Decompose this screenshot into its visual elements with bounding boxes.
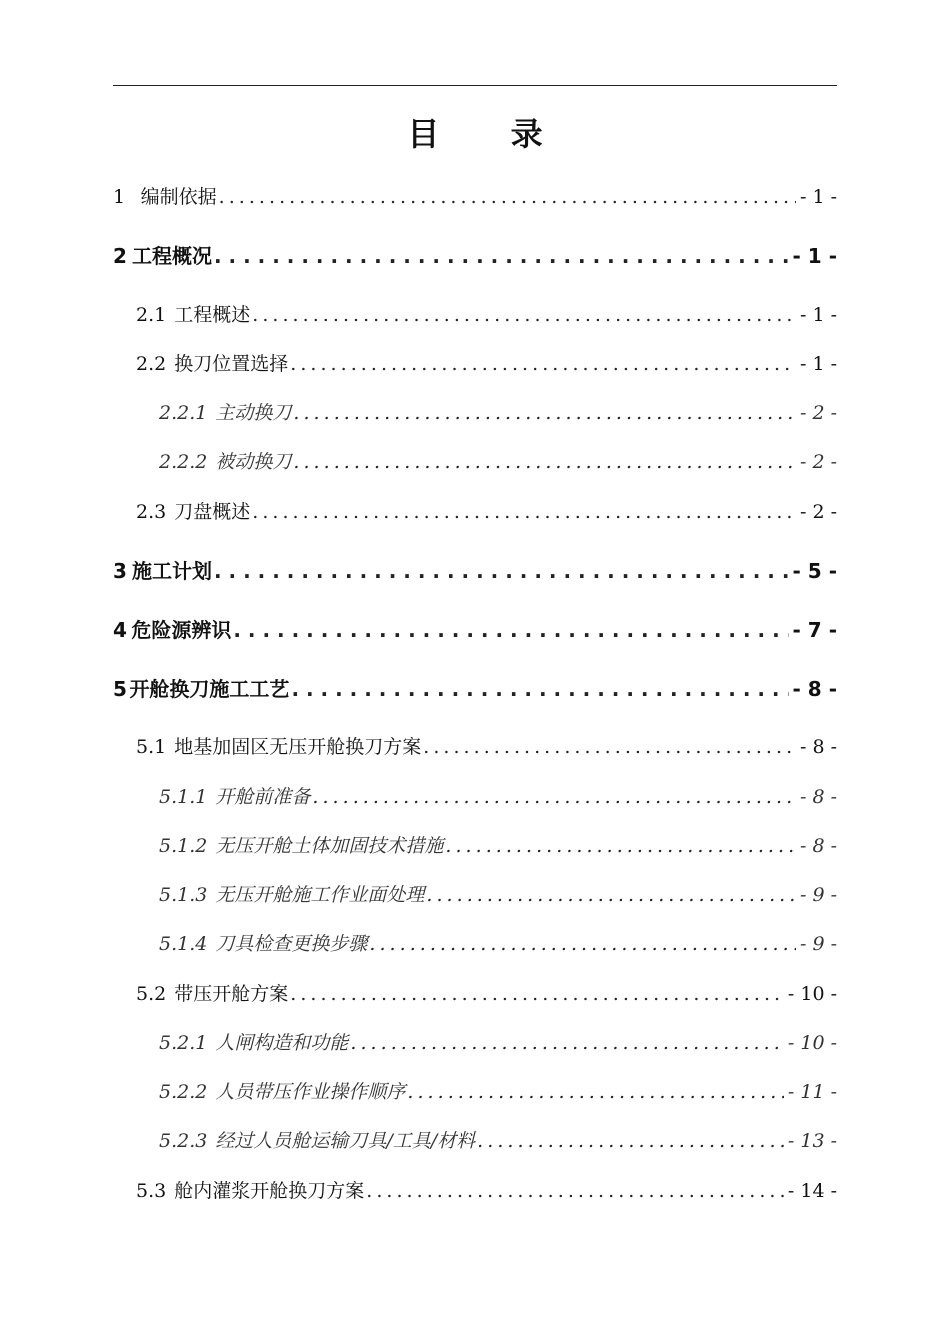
toc-entry-title[interactable]: 刀盘概述 — [174, 501, 251, 523]
toc-entry[interactable] — [113, 557, 837, 585]
toc-entry-title[interactable]: 地基加固区无压开舱换刀方案 — [174, 736, 422, 758]
toc-entry-title[interactable]: 开舱前准备 — [215, 786, 311, 808]
toc-dot-leader — [291, 675, 788, 703]
toc-dot-leader — [426, 881, 796, 909]
toc-entry-number: 5.1.1 — [159, 786, 208, 808]
toc-entry[interactable] — [159, 930, 837, 958]
toc-entry-number: 2.2 — [136, 353, 167, 375]
toc-entry-page-number: - 10 - — [787, 983, 837, 1005]
toc-entry[interactable] — [136, 733, 837, 761]
toc-entry-title[interactable]: 无压开舱土体加固技术措施 — [215, 835, 444, 857]
toc-dot-leader — [423, 733, 796, 761]
toc-entry-number: 5.1.2 — [159, 835, 208, 857]
toc-entry[interactable] — [159, 448, 837, 476]
toc-dot-leader — [290, 350, 796, 378]
toc-entry-number: 3 — [113, 559, 127, 583]
toc-entry-page-number: - 10 - — [787, 1032, 837, 1054]
toc-entry-number: 2.3 — [136, 501, 167, 523]
toc-entry-page-number: - 2 - — [799, 402, 837, 424]
toc-entry-page-number: - 7 - — [792, 618, 837, 642]
toc-entry-number: 5.3 — [136, 1180, 167, 1202]
toc-entry-page-number: - 13 - — [787, 1130, 837, 1152]
toc-dot-leader — [214, 557, 789, 585]
toc-entry-page-number: - 8 - — [792, 677, 837, 701]
toc-entry[interactable] — [159, 783, 837, 811]
toc-dot-leader — [252, 301, 796, 329]
toc-entry[interactable] — [159, 399, 837, 427]
toc-dot-leader — [369, 930, 796, 958]
toc-entry-page-number: - 2 - — [799, 501, 837, 523]
toc-entry-title[interactable]: 人闸构造和功能 — [215, 1032, 349, 1054]
toc-entry-title[interactable]: 带压开舱方案 — [174, 983, 289, 1005]
toc-dot-leader — [219, 183, 796, 211]
toc-entry-page-number: - 9 - — [799, 884, 837, 906]
toc-entry-page-number: - 9 - — [799, 933, 837, 955]
toc-dot-leader — [312, 783, 796, 811]
toc-dot-leader — [407, 1078, 784, 1106]
toc-entry-title[interactable]: 主动换刀 — [215, 402, 292, 424]
toc-entry-title[interactable]: 编制依据 — [140, 186, 217, 208]
toc-entry-number: 5.2 — [136, 983, 167, 1005]
toc-entry-page-number: - 1 - — [792, 244, 837, 268]
toc-entry-number: 2.1 — [136, 304, 167, 326]
toc-dot-leader — [233, 616, 788, 644]
toc-dot-leader — [293, 399, 796, 427]
toc-entry-page-number: - 8 - — [799, 835, 837, 857]
toc-entry-page-number: - 2 - — [799, 451, 837, 473]
toc-entry-number: 2.2.1 — [159, 402, 208, 424]
toc-entry[interactable] — [159, 1029, 837, 1057]
toc-entry-title[interactable]: 舱内灌浆开舱换刀方案 — [174, 1180, 365, 1202]
toc-entry-number: 5.1 — [136, 736, 167, 758]
toc-entry-number: 5.1.4 — [159, 933, 208, 955]
toc-entry-number: 5.1.3 — [159, 884, 208, 906]
toc-entry-title[interactable]: 开舱换刀施工工艺 — [129, 677, 290, 701]
toc-entry-title[interactable]: 危险源辨识 — [131, 618, 232, 642]
toc-entry-number: 5 — [113, 677, 127, 701]
toc-entry[interactable] — [159, 881, 837, 909]
toc-entry[interactable] — [159, 1078, 837, 1106]
toc-entry-page-number: - 11 - — [787, 1081, 837, 1103]
toc-entry[interactable] — [113, 616, 837, 644]
toc-entry[interactable] — [136, 1177, 837, 1205]
toc-dot-leader — [293, 448, 796, 476]
toc-entry-number: 5.2.2 — [159, 1081, 208, 1103]
toc-entry-title[interactable]: 工程概况 — [132, 244, 212, 268]
toc-entry-page-number: - 1 - — [799, 304, 837, 326]
toc-entry-number: 1 — [113, 186, 126, 208]
toc-entry-page-number: - 5 - — [792, 559, 837, 583]
toc-entry[interactable] — [159, 832, 837, 860]
toc-entry-title[interactable]: 人员带压作业操作顺序 — [215, 1081, 406, 1103]
toc-entry-page-number: - 14 - — [787, 1180, 837, 1202]
toc-entry-page-number: - 8 - — [799, 786, 837, 808]
toc-entry-number: 4 — [113, 618, 127, 642]
toc-entry-title[interactable]: 刀具检查更换步骤 — [215, 933, 368, 955]
toc-entry-title[interactable]: 换刀位置选择 — [174, 353, 289, 375]
toc-dot-leader — [445, 832, 796, 860]
toc-entry-page-number: - 1 - — [799, 353, 837, 375]
toc-entry[interactable] — [113, 675, 837, 703]
toc-entry-page-number: - 8 - — [799, 736, 837, 758]
toc-entry-title[interactable]: 无压开舱施工作业面处理 — [215, 884, 425, 906]
toc-entry-title[interactable]: 被动换刀 — [215, 451, 292, 473]
toc-entry-number: 2.2.2 — [159, 451, 208, 473]
toc-entry[interactable] — [159, 1127, 837, 1155]
toc-dot-leader — [290, 980, 784, 1008]
toc-dot-leader — [366, 1177, 784, 1205]
toc-entry[interactable] — [136, 498, 837, 526]
toc-title: 目 录 — [407, 115, 573, 153]
toc-entry-title[interactable]: 经过人员舱运输刀具/工具/材料 — [215, 1130, 476, 1152]
toc-dot-leader — [477, 1127, 784, 1155]
toc-dot-leader — [214, 242, 789, 270]
toc-entry-number: 2 — [113, 244, 127, 268]
toc-entry[interactable] — [136, 350, 837, 378]
toc-entry-title[interactable]: 工程概述 — [174, 304, 251, 326]
toc-entry[interactable] — [113, 183, 837, 211]
toc-dot-leader — [350, 1029, 784, 1057]
toc-dot-leader — [252, 498, 796, 526]
toc-entry-title[interactable]: 施工计划 — [132, 559, 212, 583]
toc-entry-number: 5.2.1 — [159, 1032, 208, 1054]
toc-entry[interactable] — [113, 242, 837, 270]
toc-entry[interactable] — [136, 301, 837, 329]
toc-entry-page-number: - 1 - — [799, 186, 837, 208]
header-rule — [113, 85, 837, 86]
toc-entry-number: 5.2.3 — [159, 1130, 208, 1152]
toc-entry[interactable] — [136, 980, 837, 1008]
